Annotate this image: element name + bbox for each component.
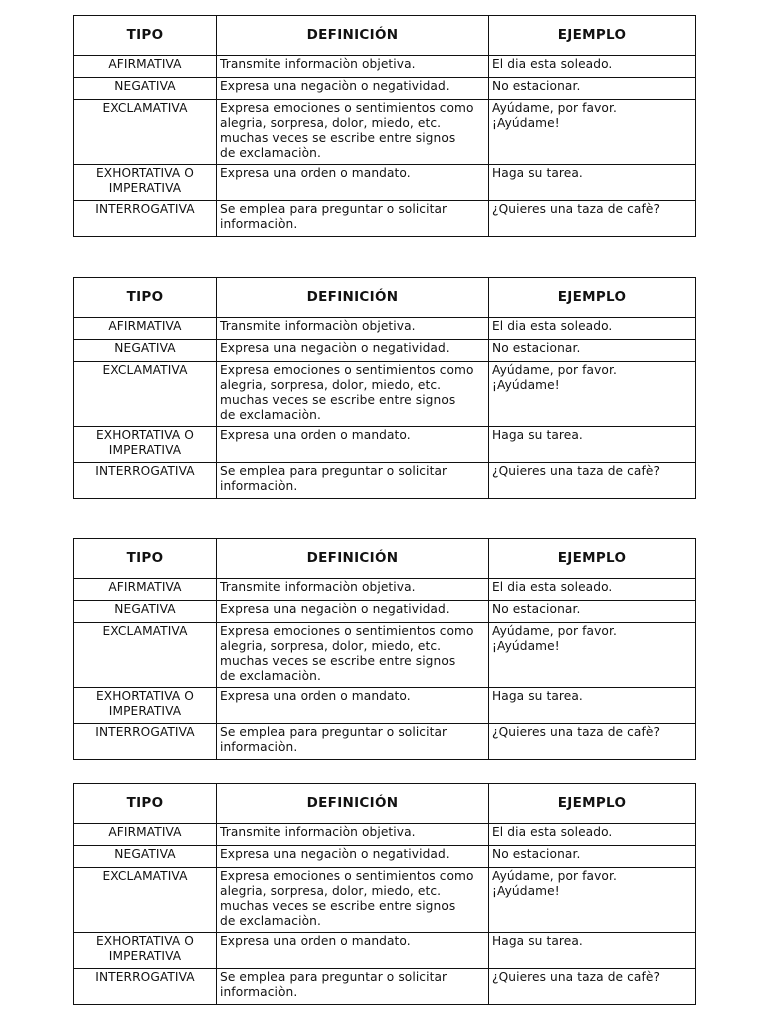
table-row (74, 623, 696, 688)
tipo-line: IMPERATIVA (108, 949, 182, 963)
table-header-row (74, 539, 696, 579)
definicion-line: alegria, sorpresa, dolor, miedo, etc. (220, 884, 442, 898)
tipo-cell: INTERROGATIVA (74, 201, 217, 237)
ejemplo-cell (489, 100, 696, 165)
table-row (74, 340, 696, 362)
header-ejemplo: EJEMPLO (489, 16, 696, 56)
definicion-cell: Transmite informaciòn objetiva. (217, 56, 489, 78)
table-row (74, 165, 696, 201)
ejemplo-cell: No estacionar. (489, 846, 696, 868)
tipo-cell: INTERROGATIVA (74, 724, 217, 760)
table-row (74, 427, 696, 463)
header-definicion: DEFINICIÓN (217, 278, 489, 318)
ejemplo-cell (489, 623, 696, 688)
table-row (74, 969, 696, 1005)
tipo-cell: NEGATIVA (74, 340, 217, 362)
definicion-cell: Expresa una negaciòn o negatividad. (217, 601, 489, 623)
header-ejemplo: EJEMPLO (489, 278, 696, 318)
sentence-types-table-4 (73, 783, 696, 1005)
ejemplo-cell: ¿Quieres una taza de cafè? (489, 463, 696, 499)
ejemplo-cell: El dia esta soleado. (489, 579, 696, 601)
tipo-cell: INTERROGATIVA (74, 463, 217, 499)
ejemplo-line: Ayúdame, por favor. (492, 101, 617, 115)
tipo-cell (74, 165, 217, 201)
tipo-cell (74, 688, 217, 724)
definicion-line: de exclamaciòn. (220, 669, 321, 683)
definicion-cell: Expresa una orden o mandato. (217, 688, 489, 724)
definicion-line: informaciòn. (220, 479, 298, 493)
definicion-line: de exclamaciòn. (220, 408, 321, 422)
table-row (74, 579, 696, 601)
definicion-cell: Transmite informaciòn objetiva. (217, 318, 489, 340)
tipo-cell: AFIRMATIVA (74, 56, 217, 78)
ejemplo-cell: Haga su tarea. (489, 933, 696, 969)
ejemplo-cell: ¿Quieres una taza de cafè? (489, 724, 696, 760)
ejemplo-cell: ¿Quieres una taza de cafè? (489, 969, 696, 1005)
table-row (74, 318, 696, 340)
sentence-types-table-3 (73, 538, 696, 760)
definicion-cell (217, 868, 489, 933)
ejemplo-line: ¡Ayúdame! (492, 378, 560, 392)
definicion-cell: Expresa una orden o mandato. (217, 933, 489, 969)
table-header-row (74, 16, 696, 56)
tipo-cell: AFIRMATIVA (74, 824, 217, 846)
definicion-line: Expresa emociones o sentimientos como (220, 624, 474, 638)
definicion-line: muchas veces se escribe entre signos (220, 393, 456, 407)
table-row (74, 56, 696, 78)
definicion-line: Se emplea para preguntar o solicitar (220, 202, 448, 216)
header-ejemplo: EJEMPLO (489, 784, 696, 824)
definicion-line: muchas veces se escribe entre signos (220, 131, 456, 145)
definicion-line: alegria, sorpresa, dolor, miedo, etc. (220, 116, 442, 130)
tipo-cell (74, 933, 217, 969)
tipo-line: EXHORTATIVA O (96, 689, 194, 703)
definicion-cell: Expresa una negaciòn o negatividad. (217, 340, 489, 362)
tipo-cell: EXCLAMATIVA (74, 100, 217, 165)
definicion-line: de exclamaciòn. (220, 914, 321, 928)
ejemplo-line: Ayúdame, por favor. (492, 869, 617, 883)
definicion-line: de exclamaciòn. (220, 146, 321, 160)
header-tipo: TIPO (74, 278, 217, 318)
definicion-cell (217, 463, 489, 499)
definicion-line: Expresa emociones o sentimientos como (220, 869, 474, 883)
ejemplo-cell: Haga su tarea. (489, 688, 696, 724)
tipo-line: EXHORTATIVA O (96, 166, 194, 180)
tipo-line: EXHORTATIVA O (96, 934, 194, 948)
tipo-cell: AFIRMATIVA (74, 579, 217, 601)
tipo-cell: NEGATIVA (74, 846, 217, 868)
table-row (74, 100, 696, 165)
header-definicion: DEFINICIÓN (217, 784, 489, 824)
ejemplo-cell: Haga su tarea. (489, 165, 696, 201)
ejemplo-cell (489, 362, 696, 427)
definicion-cell (217, 362, 489, 427)
ejemplo-line: ¡Ayúdame! (492, 884, 560, 898)
ejemplo-cell: El dia esta soleado. (489, 318, 696, 340)
ejemplo-line: Ayúdame, por favor. (492, 363, 617, 377)
tipo-cell: EXCLAMATIVA (74, 623, 217, 688)
tipo-cell: EXCLAMATIVA (74, 362, 217, 427)
header-tipo: TIPO (74, 784, 217, 824)
tipo-line: IMPERATIVA (108, 443, 182, 457)
definicion-line: muchas veces se escribe entre signos (220, 654, 456, 668)
definicion-cell (217, 201, 489, 237)
header-ejemplo: EJEMPLO (489, 539, 696, 579)
tipo-line: EXHORTATIVA O (96, 428, 194, 442)
ejemplo-line: Ayúdame, por favor. (492, 624, 617, 638)
tipo-line: IMPERATIVA (108, 181, 182, 195)
definicion-line: Se emplea para preguntar o solicitar (220, 725, 448, 739)
tipo-cell: NEGATIVA (74, 601, 217, 623)
definicion-line: Expresa emociones o sentimientos como (220, 363, 474, 377)
ejemplo-cell: No estacionar. (489, 78, 696, 100)
table-row (74, 601, 696, 623)
definicion-cell: Expresa una negaciòn o negatividad. (217, 78, 489, 100)
table-row (74, 824, 696, 846)
table-row (74, 362, 696, 427)
ejemplo-cell: El dia esta soleado. (489, 56, 696, 78)
table-header-row (74, 278, 696, 318)
header-tipo: TIPO (74, 539, 217, 579)
ejemplo-line: ¡Ayúdame! (492, 116, 560, 130)
table-row (74, 688, 696, 724)
definicion-line: informaciòn. (220, 985, 298, 999)
ejemplo-cell (489, 868, 696, 933)
definicion-line: Se emplea para preguntar o solicitar (220, 970, 448, 984)
ejemplo-line: ¡Ayúdame! (492, 639, 560, 653)
definicion-line: Expresa emociones o sentimientos como (220, 101, 474, 115)
table-row (74, 78, 696, 100)
definicion-line: muchas veces se escribe entre signos (220, 899, 456, 913)
sentence-types-table-1 (73, 15, 696, 237)
definicion-cell: Expresa una orden o mandato. (217, 165, 489, 201)
tipo-cell: AFIRMATIVA (74, 318, 217, 340)
definicion-cell: Transmite informaciòn objetiva. (217, 579, 489, 601)
definicion-line: informaciòn. (220, 740, 298, 754)
table-row (74, 846, 696, 868)
definicion-cell: Expresa una negaciòn o negatividad. (217, 846, 489, 868)
ejemplo-cell: El dia esta soleado. (489, 824, 696, 846)
table-row (74, 201, 696, 237)
definicion-cell (217, 623, 489, 688)
definicion-line: alegria, sorpresa, dolor, miedo, etc. (220, 378, 442, 392)
ejemplo-cell: No estacionar. (489, 340, 696, 362)
tipo-cell: NEGATIVA (74, 78, 217, 100)
definicion-cell: Expresa una orden o mandato. (217, 427, 489, 463)
tipo-cell: INTERROGATIVA (74, 969, 217, 1005)
tipo-line: IMPERATIVA (108, 704, 182, 718)
ejemplo-cell: Haga su tarea. (489, 427, 696, 463)
table-row (74, 463, 696, 499)
definicion-line: alegria, sorpresa, dolor, miedo, etc. (220, 639, 442, 653)
definicion-cell (217, 969, 489, 1005)
table-header-row (74, 784, 696, 824)
header-definicion: DEFINICIÓN (217, 16, 489, 56)
table-row (74, 933, 696, 969)
definicion-cell (217, 724, 489, 760)
table-row (74, 724, 696, 760)
definicion-line: Se emplea para preguntar o solicitar (220, 464, 448, 478)
definicion-cell: Transmite informaciòn objetiva. (217, 824, 489, 846)
definicion-line: informaciòn. (220, 217, 298, 231)
definicion-cell (217, 100, 489, 165)
sentence-types-table-2 (73, 277, 696, 499)
header-definicion: DEFINICIÓN (217, 539, 489, 579)
ejemplo-cell: ¿Quieres una taza de cafè? (489, 201, 696, 237)
tipo-cell: EXCLAMATIVA (74, 868, 217, 933)
tipo-cell (74, 427, 217, 463)
table-row (74, 868, 696, 933)
header-tipo: TIPO (74, 16, 217, 56)
ejemplo-cell: No estacionar. (489, 601, 696, 623)
